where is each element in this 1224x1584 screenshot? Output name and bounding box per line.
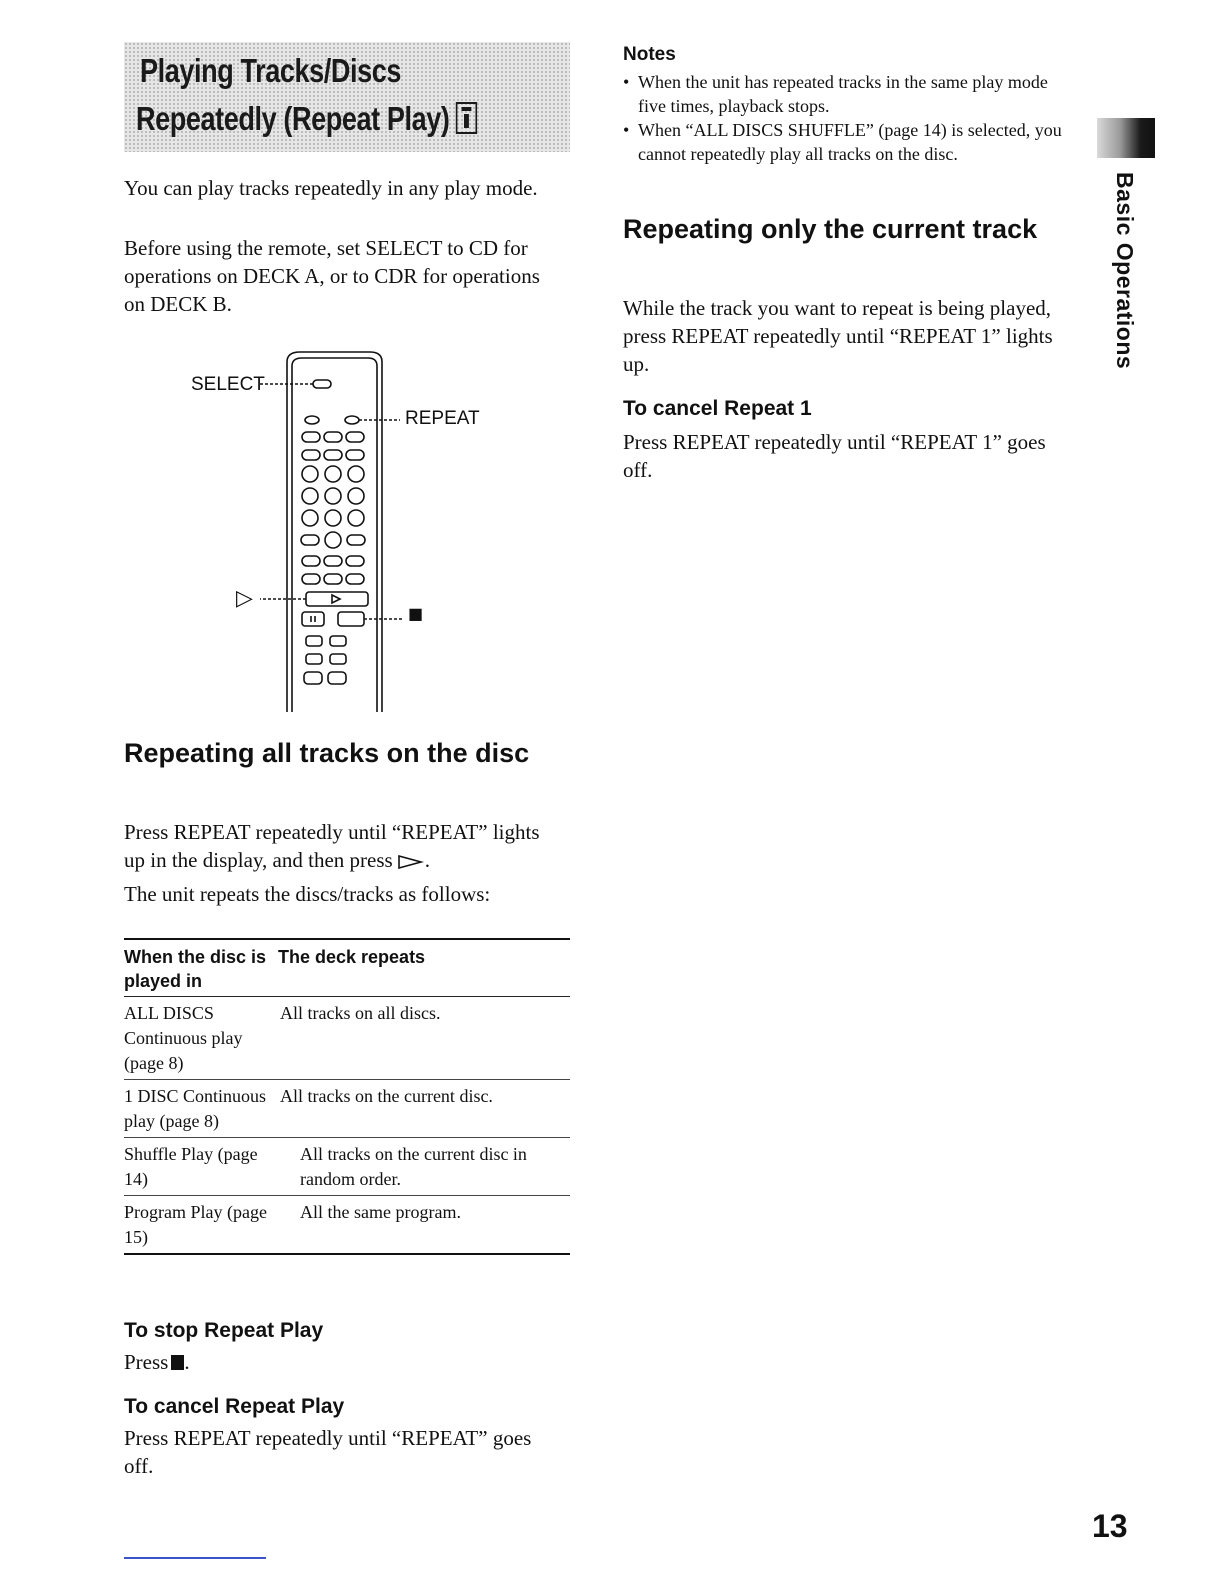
- note-item: • When the unit has repeated tracks in the same play mode five times, playback stops.: [623, 70, 1063, 118]
- title-line-2-text: Repeatedly (Repeat Play): [136, 100, 450, 137]
- repeat-label: REPEAT: [405, 408, 480, 429]
- intro-paragraph-2: Before using the remote, set SELECT to CD for operations on DECK A, or to CDR for operations on DECK B.: [124, 236, 540, 316]
- cancel-repeat-heading: To cancel Repeat Play: [124, 1395, 345, 1418]
- all-tracks-paragraph-1-end: .: [424, 848, 430, 872]
- play-arrow-icon: [397, 854, 425, 870]
- table-cell-repeats: All tracks on all discs.: [280, 1003, 441, 1023]
- cancel-repeat1-text: Press REPEAT repeatedly until “REPEAT 1” goes off.: [623, 430, 1046, 482]
- cancel-repeat1-heading: To cancel Repeat 1: [623, 397, 812, 420]
- stop-repeat-heading: To stop Repeat Play: [124, 1319, 324, 1342]
- page-number: 13: [1092, 1508, 1128, 1544]
- title-line-1: Playing Tracks/Discs: [140, 52, 402, 89]
- table-row: [124, 1080, 570, 1138]
- intro-paragraph-1: You can play tracks repeatedly in any play mode.: [124, 176, 538, 200]
- repeat-modes-table: [124, 938, 570, 1255]
- table-cell-mode: Program Play (page 15): [124, 1202, 267, 1247]
- chapter-tab-label: Basic Operations: [1112, 172, 1138, 370]
- stop-repeat-text: Press .: [124, 1350, 190, 1374]
- table-header: [124, 940, 570, 997]
- table-cell-mode: ALL DISCS Continuous play (page 8): [124, 1003, 243, 1073]
- section-heading-all-tracks: Repeating all tracks on the disc: [124, 738, 530, 768]
- table-cell-repeats: All tracks on the current disc in random order.: [300, 1144, 527, 1189]
- select-label: SELECT: [191, 374, 265, 395]
- play-symbol-label: ▷: [236, 586, 253, 611]
- notes-heading: Notes: [623, 44, 676, 65]
- table-row: [124, 1138, 570, 1196]
- table-header-mode: When the disc is played in: [124, 947, 267, 991]
- title-banner: [124, 42, 570, 152]
- table-cell-mode: 1 DISC Continuous play (page 8): [124, 1086, 267, 1131]
- stop-repeat-text-content: Press: [124, 1350, 169, 1374]
- notes-list: [623, 70, 1063, 166]
- table-cell-mode: Shuffle Play (page 14): [124, 1144, 258, 1189]
- remote-illustration: [260, 340, 410, 715]
- table-row: [124, 1196, 570, 1255]
- cancel-repeat-text: Press REPEAT repeatedly until “REPEAT” goes off.: [124, 1426, 532, 1478]
- all-tracks-paragraph-1: [124, 818, 564, 874]
- section-heading-current-track: Repeating only the current track: [623, 214, 1038, 244]
- all-tracks-paragraph-2: The unit repeats the discs/tracks as follows:: [124, 882, 491, 906]
- table-row: [124, 997, 570, 1080]
- table-cell-repeats: All the same program.: [300, 1202, 461, 1222]
- stop-symbol-label: ■: [408, 604, 424, 623]
- remote-icon: [456, 102, 477, 134]
- current-track-text: While the track you want to repeat is being played, press REPEAT repeatedly until “REPEAT 1” lights up.: [623, 296, 1053, 376]
- footer-rule: [124, 1557, 266, 1559]
- all-tracks-paragraph-1-text: Press REPEAT repeatedly until “REPEAT” lights up in the display, and then press: [124, 820, 540, 872]
- chapter-tab-marker: [1097, 118, 1155, 158]
- stop-icon: [171, 1355, 184, 1370]
- title-line-2: [136, 100, 477, 138]
- table-cell-repeats: All tracks on the current disc.: [280, 1086, 493, 1106]
- note-item: • When “ALL DISCS SHUFFLE” (page 14) is selected, you cannot repeatedly play all tracks on the disc.: [623, 118, 1063, 166]
- table-header-repeats: The deck repeats: [278, 947, 426, 967]
